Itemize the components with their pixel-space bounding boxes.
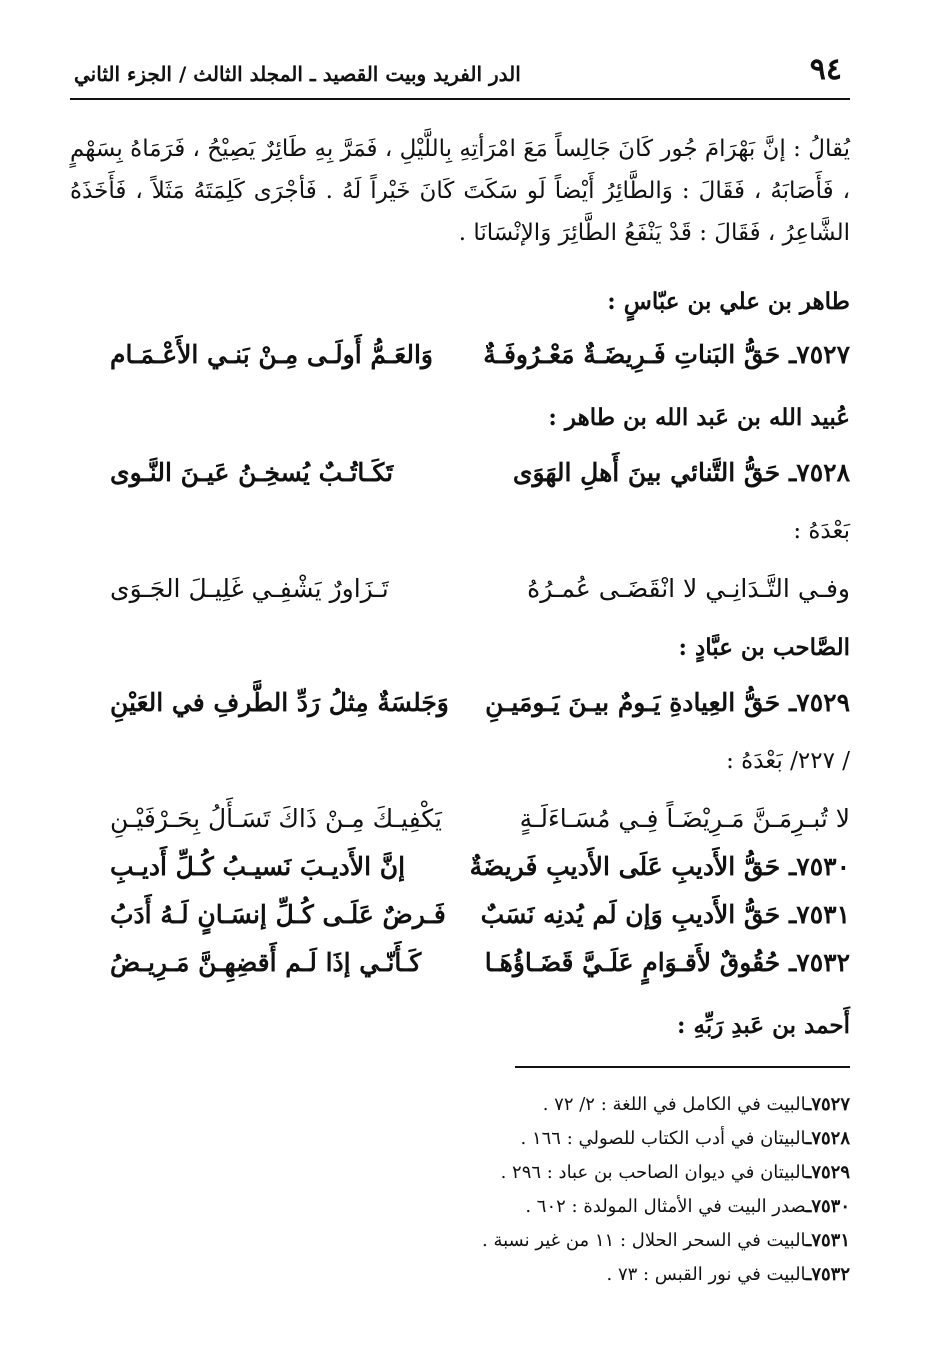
footnote-text: البيتان في ديوان الصاحب بن عباد : ٢٩٦ . bbox=[500, 1162, 807, 1183]
verse-second-hemistich: يَكْفِيـكَ مِـنْ ذَاكَ تَسَـأَلُ بِحَـرْفَيْـنِ bbox=[110, 804, 442, 833]
verse-number: ٧٥٣٢ـ bbox=[788, 948, 850, 977]
verse-sadr-text: حَقُّ الأَديبِ وَإن لَم يُدنِه نَسَبٌ bbox=[480, 900, 781, 929]
poet-name: طاهر بن علي بن عبّاسٍ : bbox=[607, 288, 850, 315]
verse-number: ٧٥٢٩ـ bbox=[788, 688, 850, 717]
verse-first-hemistich bbox=[485, 948, 850, 977]
footnote-number: ٧٥٣٠ـ bbox=[806, 1196, 850, 1217]
footnote-number: ٧٥٢٧ـ bbox=[806, 1094, 850, 1115]
verse-first-hemistich bbox=[481, 900, 850, 929]
poet-name: الصَّاحب بن عبَّادٍ : bbox=[678, 634, 850, 661]
footnote-divider bbox=[515, 1066, 850, 1068]
page-marker-continuation-label: / ٢٢٧/ بَعْدَهُ : bbox=[726, 748, 850, 774]
verse-number: ٧٥٢٨ـ bbox=[788, 458, 850, 487]
verse-first-hemistich: وفـي التَّـدَانِـي لا انْقَضَـى عُمـرُهُ bbox=[527, 574, 850, 603]
verse-7531 bbox=[70, 900, 850, 948]
continuation-label: بَعْدَهُ : bbox=[793, 518, 850, 544]
verse-second-hemistich: كَـأَنّـي إذَا لَـم أَقضِهِـنَّ مَـرِيـضُ bbox=[110, 948, 422, 977]
verse-second-hemistich: فَـرضٌ عَلَـى كُـلِّ إنسَـانٍ لَـهُ أَدَبُ bbox=[110, 900, 446, 929]
footnote bbox=[90, 1190, 850, 1224]
footnote bbox=[90, 1088, 850, 1122]
verse-number: ٧٥٣١ـ bbox=[788, 900, 850, 929]
footnote-number: ٧٥٢٩ـ bbox=[806, 1162, 850, 1183]
verse-second-hemistich: تَـزَاورٌ يَشْفِـي غَلِيـلَ الجَـوَى bbox=[110, 574, 389, 603]
verse-7529-continued bbox=[70, 804, 850, 852]
verse-7532 bbox=[70, 948, 850, 996]
verse-number: ٧٥٣٠ـ bbox=[788, 852, 850, 881]
footnote-text: البيت في السحر الحلال : ١١ من غير نسبة . bbox=[482, 1230, 807, 1251]
verse-second-hemistich: إنَّ الأَديـبَ نَسيـبُ كُـلِّ أَديـبِ bbox=[110, 852, 406, 881]
footnote-text: البيت في الكامل في اللغة : ٢/ ٧٢ . bbox=[542, 1094, 807, 1115]
footnote-text: البيتان في أدب الكتاب للصولي : ١٦٦ . bbox=[520, 1128, 807, 1149]
poet-name: أَحمد بن عَبدِ رَبِّهِ : bbox=[677, 1012, 850, 1039]
header-divider bbox=[70, 98, 850, 100]
footnote-number: ٧٥٣٢ـ bbox=[806, 1264, 850, 1285]
verse-sadr-text: حَقُّ التَّنائي بينَ أَهلِ الهَوَى bbox=[512, 458, 781, 487]
page-number: ٩٤ bbox=[809, 52, 842, 87]
footnote-number: ٧٥٢٨ـ bbox=[806, 1128, 850, 1149]
verse-first-hemistich: لا تُبـرِمَـنَّ مَـرِيْضَـاً فِـي مُسَـاءَلَـةٍ bbox=[519, 804, 850, 833]
verse-7529 bbox=[70, 688, 850, 736]
running-title: الدر الفريد وبيت القصيد ـ المجلد الثالث / الجزء الثاني bbox=[74, 62, 521, 86]
verse-first-hemistich bbox=[485, 688, 850, 717]
footnote-text: البيت في نور القبس : ٧٣ . bbox=[606, 1264, 807, 1285]
verse-7528 bbox=[70, 458, 850, 506]
verse-sadr-text: حَقُّ العِيادةِ يَـومٌ بيـنَ يَـومَيـنِ bbox=[485, 688, 781, 717]
verse-first-hemistich bbox=[513, 458, 850, 487]
footnote-number: ٧٥٣١ـ bbox=[806, 1230, 850, 1251]
verse-second-hemistich: تَكَـاتُـبٌ يُسخِـنُ عَيـنَ النَّـوى bbox=[110, 458, 394, 487]
intro-paragraph: يُقالُ : إنَّ بَهْرَامَ جُور كَانَ جَالِساً مَعَ امْرَأتِهِ بِاللَّيْلِ ، فَمَرَّ بِهِ طَائِرٌ يَصِيْحُ ، فَرَمَاهُ بِسَهْمٍ ، فَأَصَابَهُ ، فَقَالَ : وَالطَّائِرُ أَيْضاً لَو سَكَتَ كَانَ خَيْراً لَهُ . فَأجْرَى كَلِمَتَهُ مَثَلاً ، فَأَخَذَهُ الشَّاعِرُ ، فَقَالَ : قَدْ يَنْفَعُ الطَّائِرَ وَالإنْسَانَا . bbox=[70, 136, 850, 246]
footnote bbox=[90, 1156, 850, 1190]
verse-sadr-text: حُقُوقٌ لأَقـوَامٍ عَلَـيَّ قَضَـاؤُهَـا bbox=[484, 948, 781, 977]
verse-sadr-text: حَقُّ الأَديبِ عَلَى الأَديبِ فَريضَةٌ bbox=[469, 852, 781, 881]
verse-first-hemistich bbox=[483, 340, 850, 369]
poet-name: عُبيد الله بن عَبد الله بن طاهر : bbox=[548, 404, 850, 431]
verse-number: ٧٥٢٧ـ bbox=[788, 340, 850, 369]
verse-7527 bbox=[70, 340, 850, 388]
verse-first-hemistich bbox=[470, 852, 850, 881]
verse-7528-continued bbox=[70, 574, 850, 622]
page-header bbox=[70, 52, 850, 96]
footnote bbox=[90, 1258, 850, 1292]
verse-sadr-text: حَقُّ البَناتِ فَـرِيضَـةٌ مَعْـرُوفَـةٌ bbox=[483, 340, 781, 369]
verse-second-hemistich: وَالعَـمُّ أَولَـى مِـنْ بَنـي الأَعْـمَـام bbox=[110, 340, 433, 369]
footnote bbox=[90, 1122, 850, 1156]
verse-second-hemistich: وَجَلسَةٌ مِثلُ رَدِّ الطَّرفِ في العَيْنِ bbox=[110, 688, 449, 717]
footnotes bbox=[90, 1088, 850, 1292]
footnote-text: صدر البيت في الأمثال المولدة : ٦٠٢ . bbox=[525, 1196, 807, 1217]
verse-7530 bbox=[70, 852, 850, 900]
footnote bbox=[90, 1224, 850, 1258]
